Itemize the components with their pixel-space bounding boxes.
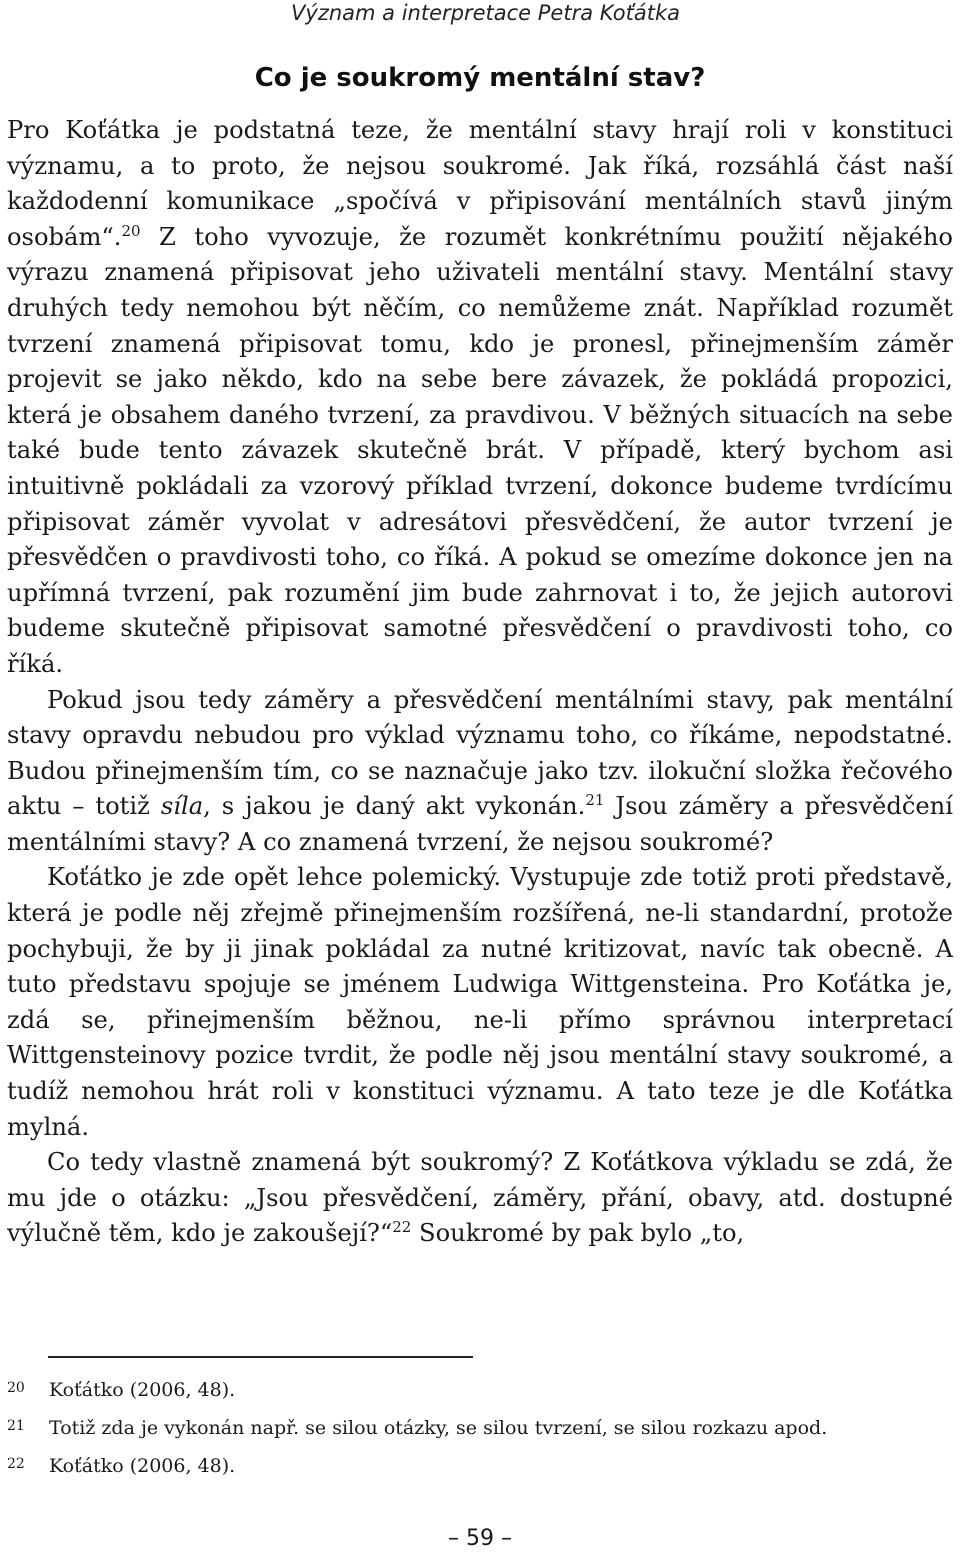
footnote-22	[7, 1448, 953, 1486]
footnote-separator	[48, 1356, 473, 1358]
footnote-number: 22	[7, 1456, 25, 1472]
page-number: – 59 –	[448, 1526, 512, 1551]
paragraph-2	[7, 683, 953, 861]
paragraph-3: Koťátko je zde opět lehce polemický. Vystupuje zde totiž proti představě, která je podle něj zřejmě přinejmenším rozšířená, ne-li standardní, protože pochybuji, že by ji jinak pokládal za nutné kritizovat, navíc tak obecně. A tuto představu spojuje se jménem Ludwiga Wittgensteina. Pro Koťátka je, zdá se, přinejmenším běžnou, ne-li přímo správnou interpretací Wittgensteinovy pozice tvrdit, že podle něj jsou mentální stavy soukromé, a tudíž nemohou hrát roli v konstituci významu. A tato teze je dle Koťátka mylná.	[7, 863, 953, 1141]
footnote-text: Koťátko (2006, 48).	[49, 1379, 236, 1401]
footnote-text: Totiž zda je vykonán např. se silou otázky, se silou tvrzení, se silou rozkazu apod.	[49, 1417, 828, 1439]
paragraph-text: , s jakou je daný akt vykonán.	[203, 792, 586, 821]
footnote-ref-21[interactable]: 21	[585, 791, 605, 810]
footnote-number: 20	[7, 1380, 25, 1396]
footnote-ref-20[interactable]: 20	[121, 221, 141, 240]
paragraph-text: Soukromé by pak bylo „to,	[411, 1219, 745, 1248]
emphasis: síla	[160, 792, 204, 821]
footnote-number: 21	[7, 1418, 25, 1434]
paragraph-text: Co tedy vlastně znamená být soukromý? Z Koťátkova výkladu se zdá, že mu jde o otázku: „Jsou přesvědčení, záměry, přání, obavy, atd. dostupné výlučně těm, kdo je zakoušejí?“	[7, 1148, 953, 1248]
paragraph-text: Pokud jsou tedy záměry a přesvědčení mentálními stavy, pak mentální stavy opravdu nebudou pro výklad významu toho, co říkáme, nepodstatné. Budou přinejmenším tím, co se naznačuje jako tzv. ilokuční složka řečového aktu – totiž	[7, 685, 953, 821]
paragraph-text: Jsou záměry a přesvědčení mentálními stavy? A co znamená tvrzení, že nejsou soukromé?	[7, 792, 953, 856]
footnote-20	[7, 1372, 953, 1410]
footnote-ref-22[interactable]: 22	[392, 1218, 412, 1237]
section-title: Co je soukromý mentální stav?	[254, 63, 706, 93]
paragraph-text: Pro Koťátka je podstatná teze, že mentální stavy hrají roli v konstituci významu, a to proto, že nejsou soukromé. Jak říká, rozsáhlá část naší každodenní komunikace „spočívá v připisování mentálních stavů jiným osobám“.	[7, 116, 953, 251]
footnotes	[7, 1372, 953, 1486]
footnote-text: Koťátko (2006, 48).	[49, 1455, 236, 1477]
body-text	[7, 113, 953, 1252]
footnote-21	[7, 1410, 953, 1448]
paragraph-text: Z toho vyvozuje, že rozumět konkrétnímu použití nějakého výrazu znamená připisovat jeho uživateli mentální stavy. Mentální stavy druhých tedy nemohou být něčím, co nemůžeme znát. Například rozumět tvrzení znamená připisovat tomu, kdo je pronesl, přinejmenším záměr projevit se jako někdo, kdo na sebe bere závazek, že pokládá propozici, která je obsahem daného tvrzení, za pravdivou. V běžných situacích na sebe také bude tento závazek skutečně brát. V případě, který bychom asi intuitivně pokládali za vzorový příklad tvrzení, dokonce budeme tvrdícímu připisovat záměr vyvolat v adresátovi přesvědčení, že autor tvrzení je přesvědčen o pravdivosti toho, co říká. A pokud se omezíme dokonce jen na upřímná tvrzení, pak rozumění jim bude zahrnovat i to, že jejich autorovi budeme skutečně připisovat samotné přesvědčení o pravdivosti toho, co říká.	[7, 222, 953, 678]
running-head: Význam a interpretace Petra Koťátka	[291, 1, 680, 25]
paragraph-1	[7, 113, 953, 683]
paragraph-4	[7, 1145, 953, 1252]
